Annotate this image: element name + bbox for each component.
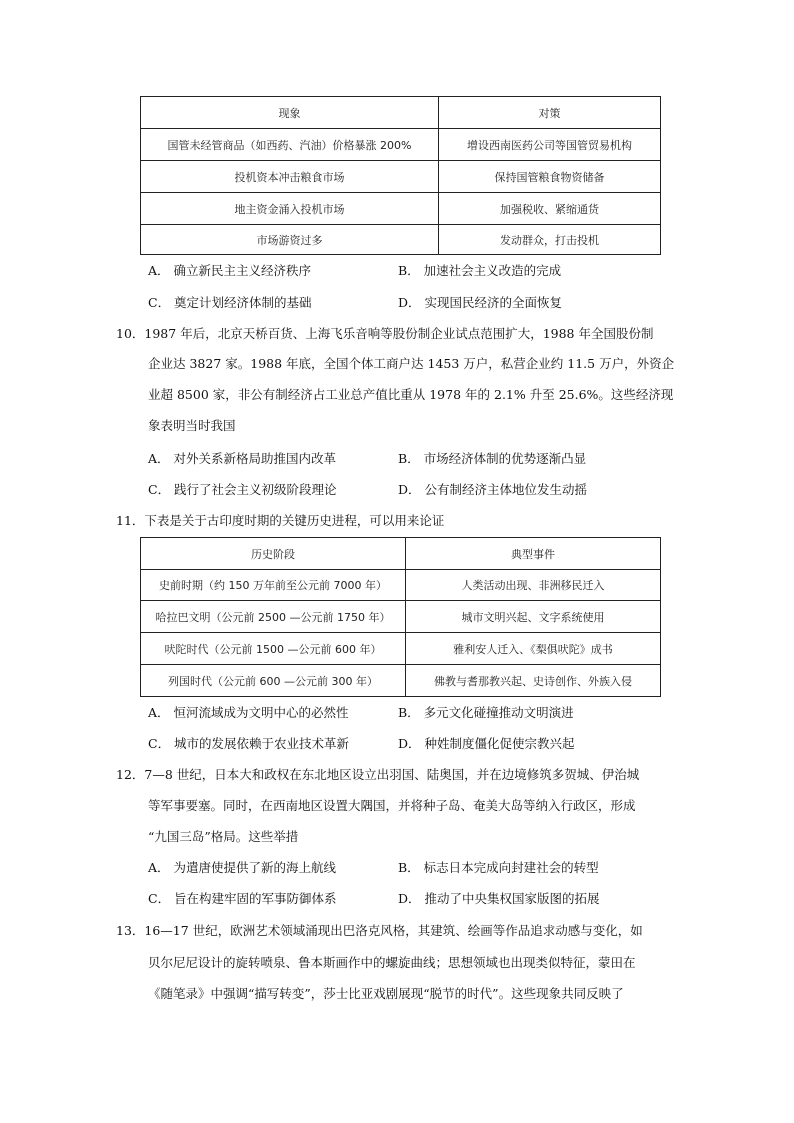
- q12-option-c: C． 旨在构建牢固的军事防御体系: [148, 891, 337, 906]
- table-header-cell: 对策: [439, 97, 661, 129]
- q12-stem-line: 12．7—8 世纪，日本大和政权在东北地区设立出羽国、陆奥国，并在边境修筑多贺城、伊治城: [116, 767, 640, 782]
- table-row: [141, 225, 661, 255]
- table-cell: 地主资金涌入投机市场: [141, 193, 439, 225]
- q12-option-d: D． 推动了中央集权国家版图的拓展: [398, 891, 600, 906]
- q13-stem-line: 贝尔尼尼设计的旋转喷泉、鲁本斯画作中的螺旋曲线；思想领域也出现类似特征，蒙田在: [148, 955, 636, 970]
- table-header-row: [141, 538, 661, 570]
- q12-option-b: B． 标志日本完成向封建社会的转型: [398, 860, 599, 875]
- q9-option-c: C． 奠定计划经济体制的基础: [148, 295, 312, 310]
- table-header-cell: 历史阶段: [141, 538, 406, 570]
- q9-option-b: B． 加速社会主义改造的完成: [398, 263, 562, 278]
- table-cell: 史前时期（约 150 万年前至公元前 7000 年）: [141, 570, 406, 601]
- table-cell: 吠陀时代（公元前 1500 —公元前 600 年）: [141, 633, 406, 665]
- table-row: [141, 570, 661, 601]
- table-cell: 市场游资过多: [141, 225, 439, 255]
- table-cell: 投机资本冲击粮食市场: [141, 161, 439, 193]
- table-row: [141, 129, 661, 161]
- table-cell: 增设西南医药公司等国管贸易机构: [439, 129, 661, 161]
- q10-option-a: A． 对外关系新格局助推国内改革: [148, 451, 337, 466]
- q10-option-c: C． 践行了社会主义初级阶段理论: [148, 482, 337, 497]
- q10-stem-line: 企业达 3827 家。1988 年底，全国个体工商户达 1453 万户，私营企业约 11.5 万户，外资企: [148, 356, 675, 371]
- table-cell: 哈拉巴文明（公元前 2500 —公元前 1750 年）: [141, 601, 406, 633]
- table-cell: 人类活动出现、非洲移民迁入: [406, 570, 661, 601]
- q9-option-d: D． 实现国民经济的全面恢复: [398, 295, 562, 310]
- q10-option-d: D． 公有制经济主体地位发生动摇: [398, 482, 587, 497]
- table-row: [141, 161, 661, 193]
- table-header-row: [141, 97, 661, 129]
- q11-option-b: B． 多元文化碰撞推动文明演进: [398, 705, 574, 720]
- q12-option-a: A． 为遣唐使提供了新的海上航线: [148, 860, 337, 875]
- q11-stem: 11．下表是关于古印度时期的关键历史进程，可以用来论证: [116, 513, 445, 528]
- table-cell: 国管未经管商品（如西药、汽油）价格暴涨 200%: [141, 129, 439, 161]
- q13-stem-line: 13．16—17 世纪，欧洲艺术领域涌现出巴洛克风格，其建筑、绘画等作品追求动感与变化，如: [116, 923, 643, 938]
- policy-table: [140, 96, 661, 255]
- table-cell: 发动群众，打击投机: [439, 225, 661, 255]
- q11-option-a: A． 恒河流域成为文明中心的必然性: [148, 705, 349, 720]
- q10-option-b: B． 市场经济体制的优势逐渐凸显: [398, 451, 587, 466]
- q10-stem-line: 象表明当时我国: [148, 418, 236, 433]
- q9-option-a: A． 确立新民主主义经济秩序: [148, 263, 312, 278]
- table-header-cell: 现象: [141, 97, 439, 129]
- history-table: [140, 537, 661, 697]
- table-cell: 列国时代（公元前 600 —公元前 300 年）: [141, 665, 406, 697]
- table-row: [141, 665, 661, 697]
- table-header-cell: 典型事件: [406, 538, 661, 570]
- table-cell: 城市文明兴起、文字系统使用: [406, 601, 661, 633]
- table-cell: 保持国管粮食物资储备: [439, 161, 661, 193]
- q12-stem-line: “九国三岛”格局。这些举措: [148, 829, 299, 844]
- q11-option-c: C． 城市的发展依赖于农业技术革新: [148, 736, 350, 751]
- table-cell: 佛教与耆那教兴起、史诗创作、外族入侵: [406, 665, 661, 697]
- q12-stem-line: 等军事要塞。同时，在西南地区设置大隅国，并将种子岛、奄美大岛等纳入行政区，形成: [148, 798, 636, 813]
- table-cell: 加强税收、紧缩通货: [439, 193, 661, 225]
- table-row: [141, 193, 661, 225]
- table-cell: 雅利安人迁入、《梨俱吠陀》成书: [406, 633, 661, 665]
- q11-option-d: D． 种姓制度僵化促使宗教兴起: [398, 736, 575, 751]
- q10-stem-line: 10．1987 年后，北京天桥百货、上海飞乐音响等股份制企业试点范围扩大，1988 年全国股份制: [116, 326, 654, 341]
- q10-stem-line: 业超 8500 家，非公有制经济占工业总产值比重从 1978 年的 2.1% 升至 25.6%。这些经济现: [148, 387, 674, 402]
- table-row: [141, 633, 661, 665]
- table-row: [141, 601, 661, 633]
- q13-stem-line: 《随笔录》中强调“描写转变”，莎士比亚戏剧展现“脱节的时代”。这些现象共同反映了: [148, 986, 624, 1001]
